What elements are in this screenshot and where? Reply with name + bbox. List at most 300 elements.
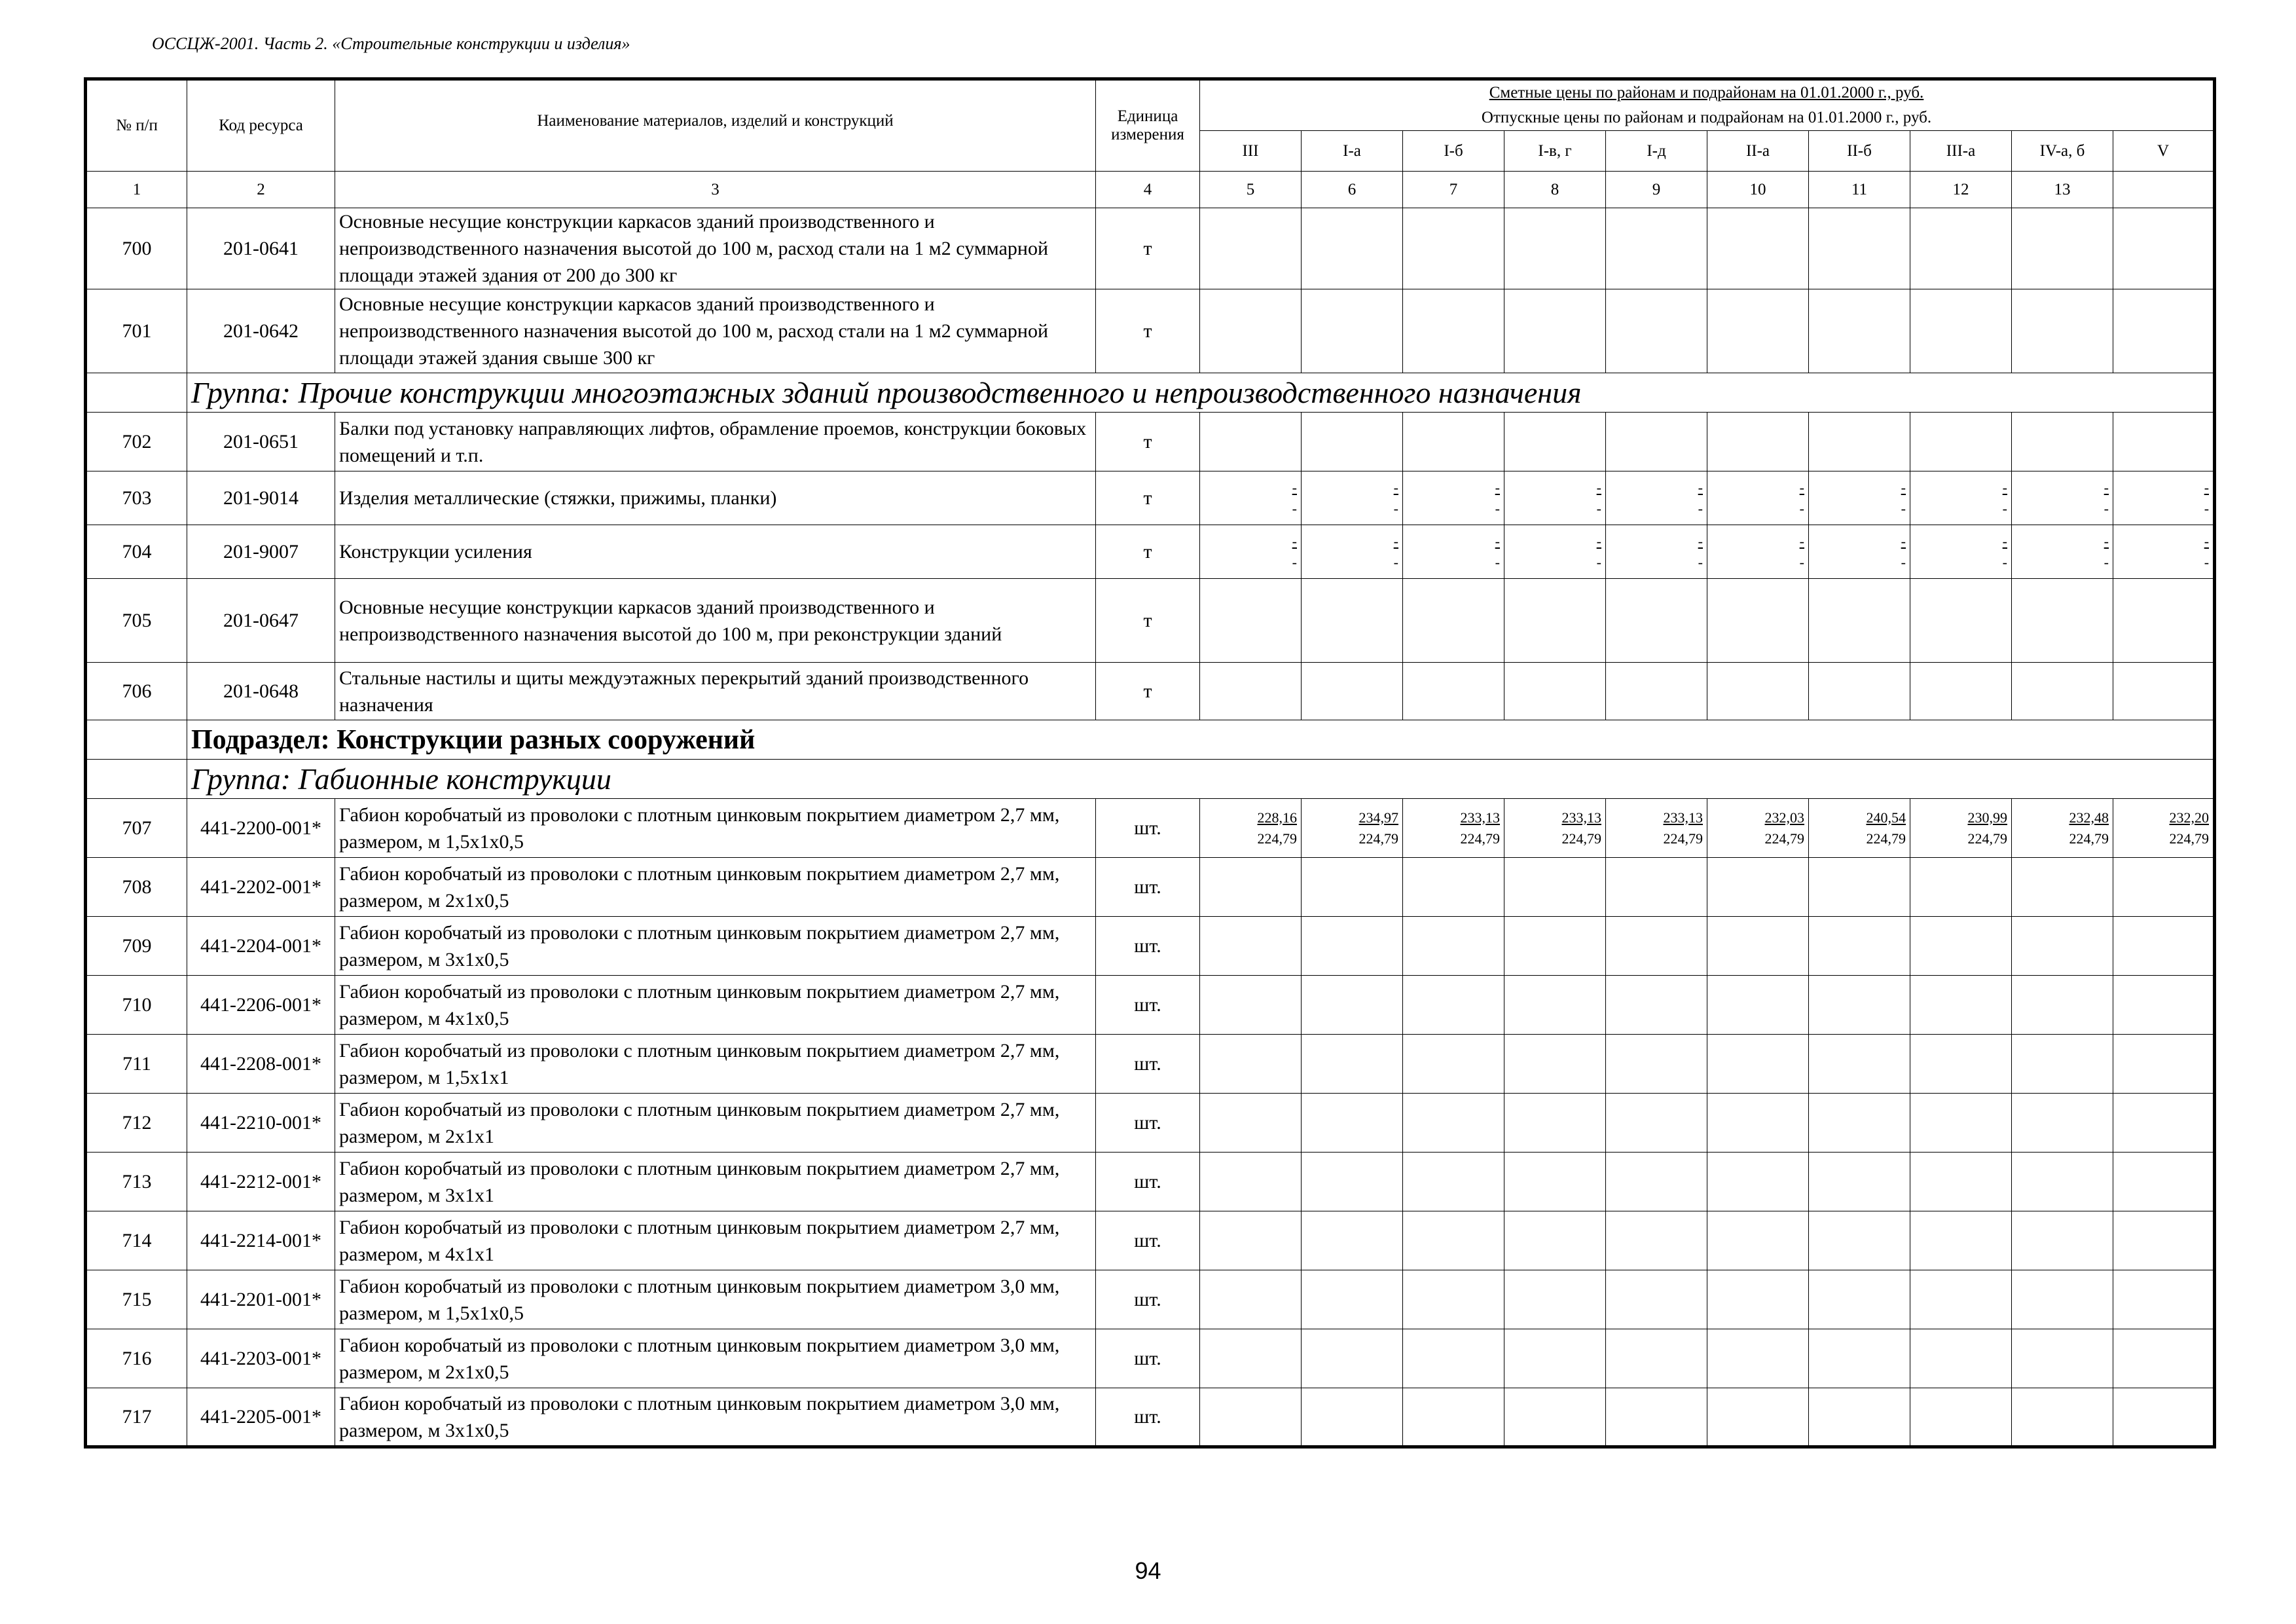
- price-cell: [1707, 1153, 1809, 1211]
- price-cell: [1707, 289, 1809, 373]
- price-cell: [1403, 471, 1504, 525]
- table-row: [86, 1094, 2215, 1153]
- price-cell: [1504, 1388, 1606, 1447]
- estimate-price: -: [1901, 479, 1906, 496]
- row-number: 717: [86, 1388, 187, 1447]
- page-number: 94: [1135, 1557, 1161, 1584]
- release-price: -: [1799, 500, 1804, 517]
- resource-code: 441-2203-001*: [187, 1329, 335, 1388]
- price-cell: [1403, 1094, 1504, 1153]
- price-cell: [2113, 1329, 2215, 1388]
- price-cell: [1403, 579, 1504, 663]
- price-cell: [1504, 1270, 1606, 1329]
- price-cell: [2113, 858, 2215, 917]
- price-cell: [1302, 413, 1403, 471]
- release-price: 224,79: [1561, 830, 1601, 847]
- item-name: Габион коробчатый из проволоки с плотным цинковым покрытием диаметром 3,0 мм, размером, м 3х1х0,5: [335, 1388, 1096, 1447]
- table-row: [86, 976, 2215, 1035]
- unit: шт.: [1096, 1388, 1200, 1447]
- column-number: 5: [1200, 172, 1302, 208]
- table-row: [86, 1035, 2215, 1094]
- resource-code: 441-2206-001*: [187, 976, 335, 1035]
- price-cell: [1200, 799, 1302, 858]
- price-cell: [1606, 208, 1707, 289]
- table-row: [86, 208, 2215, 289]
- price-cell: [2012, 858, 2113, 917]
- row-number: 715: [86, 1270, 187, 1329]
- estimate-price: -: [2104, 479, 2109, 496]
- release-price: 224,79: [1257, 830, 1297, 847]
- price-cell: [1707, 413, 1809, 471]
- column-number: 2: [187, 172, 335, 208]
- col-header-num: № п/п: [86, 79, 187, 172]
- column-number: 11: [1809, 172, 1910, 208]
- estimate-price: 233,13: [1663, 809, 1703, 826]
- price-cell: [2113, 663, 2215, 720]
- price-cell: [2113, 208, 2215, 289]
- price-cell: [1200, 413, 1302, 471]
- table-row: [86, 1329, 2215, 1388]
- release-price: -: [1495, 500, 1500, 517]
- unit: т: [1096, 579, 1200, 663]
- price-cell: [1200, 1035, 1302, 1094]
- release-price: -: [1292, 500, 1297, 517]
- price-cell: [2012, 471, 2113, 525]
- release-price: -: [1596, 553, 1601, 570]
- column-number: 9: [1606, 172, 1707, 208]
- table-row: [86, 413, 2215, 471]
- resource-code: 441-2205-001*: [187, 1388, 335, 1447]
- price-cell: [2012, 1153, 2113, 1211]
- row-number: 710: [86, 976, 187, 1035]
- estimate-price: 232,48: [2069, 809, 2109, 826]
- column-number: 4: [1096, 172, 1200, 208]
- item-name: Габион коробчатый из проволоки с плотным цинковым покрытием диаметром 2,7 мм, размером, м 3х1х1: [335, 1153, 1096, 1211]
- price-cell: [1302, 1211, 1403, 1270]
- row-number: 700: [86, 208, 187, 289]
- price-cell: [1910, 579, 2012, 663]
- table-row: [86, 289, 2215, 373]
- item-name: Габион коробчатый из проволоки с плотным цинковым покрытием диаметром 2,7 мм, размером, м 4х1х1: [335, 1211, 1096, 1270]
- estimate-price: 228,16: [1257, 809, 1297, 826]
- price-cell: [1403, 1388, 1504, 1447]
- price-cell: [1809, 917, 1910, 976]
- table-row: [86, 1270, 2215, 1329]
- estimate-price: -: [1495, 479, 1500, 496]
- row-number: 714: [86, 1211, 187, 1270]
- estimate-price: -: [1292, 479, 1297, 496]
- price-cell: [1910, 289, 2012, 373]
- price-cell: [1504, 1211, 1606, 1270]
- column-number: 12: [1910, 172, 2012, 208]
- region-header: I-б: [1403, 131, 1504, 172]
- price-cell: [1707, 799, 1809, 858]
- item-name: Габион коробчатый из проволоки с плотным цинковым покрытием диаметром 3,0 мм, размером, м 2х1х0,5: [335, 1329, 1096, 1388]
- price-cell: [1403, 1153, 1504, 1211]
- release-price: -: [1698, 553, 1703, 570]
- price-cell: [1606, 1388, 1707, 1447]
- unit: шт.: [1096, 1270, 1200, 1329]
- price-cell: [2012, 663, 2113, 720]
- estimate-price: -: [2002, 532, 2007, 549]
- price-cell: [1606, 1035, 1707, 1094]
- region-header: II-б: [1809, 131, 1910, 172]
- release-price: 224,79: [1460, 830, 1500, 847]
- unit: шт.: [1096, 917, 1200, 976]
- price-cell: [1302, 799, 1403, 858]
- price-cell: [1606, 525, 1707, 579]
- price-cell: [1809, 976, 1910, 1035]
- estimate-price: -: [1901, 532, 1906, 549]
- price-cell: [1707, 1388, 1809, 1447]
- estimate-price: -: [2204, 479, 2210, 496]
- price-cell: [1504, 525, 1606, 579]
- estimate-price: -: [1596, 479, 1601, 496]
- unit: т: [1096, 413, 1200, 471]
- resource-code: 441-2214-001*: [187, 1211, 335, 1270]
- release-price: -: [1596, 500, 1601, 517]
- price-cell: [1504, 663, 1606, 720]
- price-cell: [2012, 799, 2113, 858]
- price-cell: [1504, 1329, 1606, 1388]
- price-cell: [1302, 858, 1403, 917]
- estimate-price: -: [2204, 532, 2210, 549]
- estimate-price: -: [1292, 532, 1297, 549]
- row-number: 704: [86, 525, 187, 579]
- unit: шт.: [1096, 1211, 1200, 1270]
- resource-code: 201-9007: [187, 525, 335, 579]
- item-name: Балки под установку направляющих лифтов, обрамление проемов, конструкции боковых помещений и т.п.: [335, 413, 1096, 471]
- price-cell: [1707, 976, 1809, 1035]
- row-number: 709: [86, 917, 187, 976]
- item-name: Основные несущие конструкции каркасов зданий производственного и непроизводственного назначения высотой до 100 м, расход стали на 1 м2 суммарной площади этажей здания от 200 до 300 кг: [335, 208, 1096, 289]
- price-cell: [1606, 1153, 1707, 1211]
- price-cell: [1504, 413, 1606, 471]
- price-cell: [2012, 289, 2113, 373]
- release-price: -: [2204, 500, 2210, 517]
- price-cell: [1200, 1153, 1302, 1211]
- price-cell: [2012, 917, 2113, 976]
- item-name: Стальные настилы и щиты междуэтажных перекрытий зданий производственного назначения: [335, 663, 1096, 720]
- price-cell: [1200, 917, 1302, 976]
- price-cell: [1809, 413, 1910, 471]
- price-cell: [2012, 1211, 2113, 1270]
- estimate-price: -: [2002, 479, 2007, 496]
- region-header: V: [2113, 131, 2215, 172]
- price-cell: [1504, 976, 1606, 1035]
- price-cell: [1707, 1211, 1809, 1270]
- price-cell: [1403, 663, 1504, 720]
- row-number: 706: [86, 663, 187, 720]
- price-cell: [1302, 579, 1403, 663]
- price-cell: [1504, 799, 1606, 858]
- table-row: [86, 663, 2215, 720]
- price-cell: [1200, 858, 1302, 917]
- price-cell: [1504, 208, 1606, 289]
- price-cell: [2113, 799, 2215, 858]
- item-name: Габион коробчатый из проволоки с плотным цинковым покрытием диаметром 2,7 мм, размером, м 2х1х1: [335, 1094, 1096, 1153]
- price-cell: [1809, 663, 1910, 720]
- price-cell: [2012, 1329, 2113, 1388]
- price-table: [84, 77, 2216, 1449]
- price-cell: [1707, 858, 1809, 917]
- price-cell: [1910, 1388, 2012, 1447]
- estimate-price: 233,13: [1561, 809, 1601, 826]
- estimate-price: -: [1393, 479, 1398, 496]
- row-number: 701: [86, 289, 187, 373]
- blank-cell: [86, 720, 187, 760]
- release-price: 224,79: [1967, 830, 2007, 847]
- document-header: ОССЦЖ-2001. Часть 2. «Строительные конструкции и изделия»: [152, 34, 630, 53]
- estimate-price: 240,54: [1866, 809, 1906, 826]
- region-header: III-а: [1910, 131, 2012, 172]
- unit: шт.: [1096, 1153, 1200, 1211]
- price-cell: [1910, 858, 2012, 917]
- release-price: 224,79: [1358, 830, 1398, 847]
- resource-code: 201-0642: [187, 289, 335, 373]
- price-cell: [1809, 525, 1910, 579]
- price-cell: [1809, 1388, 1910, 1447]
- table-row: [86, 525, 2215, 579]
- price-cell: [2012, 208, 2113, 289]
- region-header: I-в, г: [1504, 131, 1606, 172]
- price-cell: [1403, 858, 1504, 917]
- prices-line-1: Сметные цены по районам и подрайонам на 01.01.2000 г., руб.: [1489, 84, 1924, 101]
- price-cell: [1910, 1094, 2012, 1153]
- price-cell: [2012, 1035, 2113, 1094]
- price-cell: [1606, 413, 1707, 471]
- price-cell: [1707, 1270, 1809, 1329]
- price-cell: [1707, 471, 1809, 525]
- prices-line-2: Отпускные цены по районам и подрайонам на 01.01.2000 г., руб.: [1481, 109, 1932, 126]
- price-cell: [1809, 799, 1910, 858]
- item-name: Габион коробчатый из проволоки с плотным цинковым покрытием диаметром 2,7 мм, размером, м 2х1х0,5: [335, 858, 1096, 917]
- price-cell: [1910, 1211, 2012, 1270]
- item-name: Габион коробчатый из проволоки с плотным цинковым покрытием диаметром 2,7 мм, размером, м 1,5х1х1: [335, 1035, 1096, 1094]
- group-row: [86, 760, 2215, 799]
- price-cell: [1910, 1153, 2012, 1211]
- price-cell: [1403, 917, 1504, 976]
- subsection-row: [86, 720, 2215, 760]
- price-cell: [1707, 1329, 1809, 1388]
- release-price: -: [2002, 500, 2007, 517]
- estimate-price: -: [1596, 532, 1601, 549]
- price-cell: [1200, 1388, 1302, 1447]
- price-cell: [2113, 1153, 2215, 1211]
- release-price: 224,79: [1866, 830, 1906, 847]
- release-price: -: [1393, 500, 1398, 517]
- price-cell: [1809, 1270, 1910, 1329]
- price-cell: [1504, 289, 1606, 373]
- estimate-price: 234,97: [1358, 809, 1398, 826]
- column-number: 3: [335, 172, 1096, 208]
- unit: т: [1096, 289, 1200, 373]
- price-cell: [2012, 1388, 2113, 1447]
- estimate-price: -: [1799, 532, 1804, 549]
- price-cell: [1809, 289, 1910, 373]
- price-cell: [1504, 858, 1606, 917]
- estimate-price: 230,99: [1967, 809, 2007, 826]
- price-cell: [1707, 917, 1809, 976]
- price-cell: [1606, 858, 1707, 917]
- price-cell: [1910, 1329, 2012, 1388]
- resource-code: 441-2201-001*: [187, 1270, 335, 1329]
- price-cell: [1200, 579, 1302, 663]
- release-price: 224,79: [1663, 830, 1703, 847]
- price-cell: [1200, 1270, 1302, 1329]
- blank-cell: [86, 760, 187, 799]
- price-cell: [1403, 1035, 1504, 1094]
- price-cell: [1302, 1388, 1403, 1447]
- price-cell: [1403, 208, 1504, 289]
- table-row: [86, 579, 2215, 663]
- row-number: 711: [86, 1035, 187, 1094]
- price-cell: [2113, 579, 2215, 663]
- price-cell: [1809, 471, 1910, 525]
- price-cell: [1910, 917, 2012, 976]
- price-cell: [1403, 976, 1504, 1035]
- region-header: I-д: [1606, 131, 1707, 172]
- price-cell: [1403, 525, 1504, 579]
- price-cell: [1707, 1094, 1809, 1153]
- price-cell: [1200, 976, 1302, 1035]
- estimate-price: -: [1495, 532, 1500, 549]
- price-cell: [2113, 1211, 2215, 1270]
- column-number: 7: [1403, 172, 1504, 208]
- table-row: [86, 858, 2215, 917]
- price-cell: [1302, 1270, 1403, 1329]
- resource-code: 441-2200-001*: [187, 799, 335, 858]
- region-header: I-а: [1302, 131, 1403, 172]
- release-price: 224,79: [2069, 830, 2109, 847]
- region-header: IV-а, б: [2012, 131, 2113, 172]
- unit: шт.: [1096, 1094, 1200, 1153]
- column-number: 13: [2012, 172, 2113, 208]
- price-cell: [1302, 208, 1403, 289]
- price-cell: [1606, 1211, 1707, 1270]
- price-cell: [1302, 663, 1403, 720]
- estimate-price: -: [2104, 532, 2109, 549]
- resource-code: 441-2204-001*: [187, 917, 335, 976]
- column-number: 1: [86, 172, 187, 208]
- price-cell: [1504, 1035, 1606, 1094]
- column-number: 10: [1707, 172, 1809, 208]
- price-cell: [2113, 917, 2215, 976]
- estimate-price: 232,03: [1764, 809, 1804, 826]
- price-cell: [1809, 208, 1910, 289]
- price-cell: [1910, 1035, 2012, 1094]
- row-number: 712: [86, 1094, 187, 1153]
- item-name: Изделия металлические (стяжки, прижимы, планки): [335, 471, 1096, 525]
- price-cell: [1809, 1211, 1910, 1270]
- price-cell: [1606, 471, 1707, 525]
- price-cell: [1707, 663, 1809, 720]
- price-cell: [1809, 1035, 1910, 1094]
- price-cell: [2113, 525, 2215, 579]
- price-cell: [2113, 1035, 2215, 1094]
- resource-code: 201-0647: [187, 579, 335, 663]
- price-cell: [1504, 471, 1606, 525]
- price-cell: [1606, 1329, 1707, 1388]
- item-name: Основные несущие конструкции каркасов зданий производственного и непроизводственного назначения высотой до 100 м, при реконструкции зданий: [335, 579, 1096, 663]
- release-price: 224,79: [2169, 830, 2210, 847]
- unit: шт.: [1096, 976, 1200, 1035]
- price-cell: [1606, 1094, 1707, 1153]
- price-cell: [1606, 1270, 1707, 1329]
- table-row: [86, 471, 2215, 525]
- unit: шт.: [1096, 799, 1200, 858]
- release-price: -: [2002, 553, 2007, 570]
- price-cell: [1606, 799, 1707, 858]
- resource-code: 201-0648: [187, 663, 335, 720]
- release-price: -: [1799, 553, 1804, 570]
- region-header: III: [1200, 131, 1302, 172]
- price-cell: [1606, 579, 1707, 663]
- price-cell: [1302, 1035, 1403, 1094]
- estimate-price: 233,13: [1460, 809, 1500, 826]
- estimate-price: -: [1393, 532, 1398, 549]
- row-number: 705: [86, 579, 187, 663]
- price-cell: [1606, 663, 1707, 720]
- item-name: Габион коробчатый из проволоки с плотным цинковым покрытием диаметром 3,0 мм, размером, м 1,5х1х0,5: [335, 1270, 1096, 1329]
- resource-code: 441-2208-001*: [187, 1035, 335, 1094]
- unit: т: [1096, 471, 1200, 525]
- subsection-title: Подраздел: Конструкции разных сооружений: [187, 720, 2215, 760]
- price-cell: [1910, 976, 2012, 1035]
- row-number: 716: [86, 1329, 187, 1388]
- row-number: 703: [86, 471, 187, 525]
- price-cell: [1504, 1094, 1606, 1153]
- price-cell: [1302, 525, 1403, 579]
- group-title: Группа: Прочие конструкции многоэтажных зданий производственного и непроизводственного назначения: [187, 373, 2215, 413]
- col-header-code: Код ресурса: [187, 79, 335, 172]
- resource-code: 441-2202-001*: [187, 858, 335, 917]
- price-cell: [1707, 525, 1809, 579]
- release-price: -: [2104, 553, 2109, 570]
- estimate-price: -: [1698, 479, 1703, 496]
- price-cell: [2012, 525, 2113, 579]
- price-cell: [2113, 1094, 2215, 1153]
- release-price: -: [1901, 500, 1906, 517]
- price-cell: [1910, 799, 2012, 858]
- price-cell: [1504, 579, 1606, 663]
- resource-code: 201-0651: [187, 413, 335, 471]
- price-cell: [2012, 1094, 2113, 1153]
- release-price: -: [2204, 553, 2210, 570]
- price-cell: [1504, 917, 1606, 976]
- price-cell: [1606, 976, 1707, 1035]
- release-price: -: [2104, 500, 2109, 517]
- price-cell: [2012, 1270, 2113, 1329]
- unit: т: [1096, 525, 1200, 579]
- price-cell: [1403, 1270, 1504, 1329]
- price-cell: [1910, 525, 2012, 579]
- table-row: [86, 917, 2215, 976]
- table-row: [86, 1153, 2215, 1211]
- row-number: 702: [86, 413, 187, 471]
- unit: шт.: [1096, 1035, 1200, 1094]
- price-cell: [1809, 1153, 1910, 1211]
- price-cell: [2113, 976, 2215, 1035]
- price-cell: [1403, 413, 1504, 471]
- unit: шт.: [1096, 858, 1200, 917]
- group-title: Группа: Габионные конструкции: [187, 760, 2215, 799]
- price-cell: [1302, 1329, 1403, 1388]
- price-cell: [2012, 579, 2113, 663]
- col-header-name: Наименование материалов, изделий и конструкций: [335, 79, 1096, 172]
- estimate-price: -: [1799, 479, 1804, 496]
- price-cell: [1809, 858, 1910, 917]
